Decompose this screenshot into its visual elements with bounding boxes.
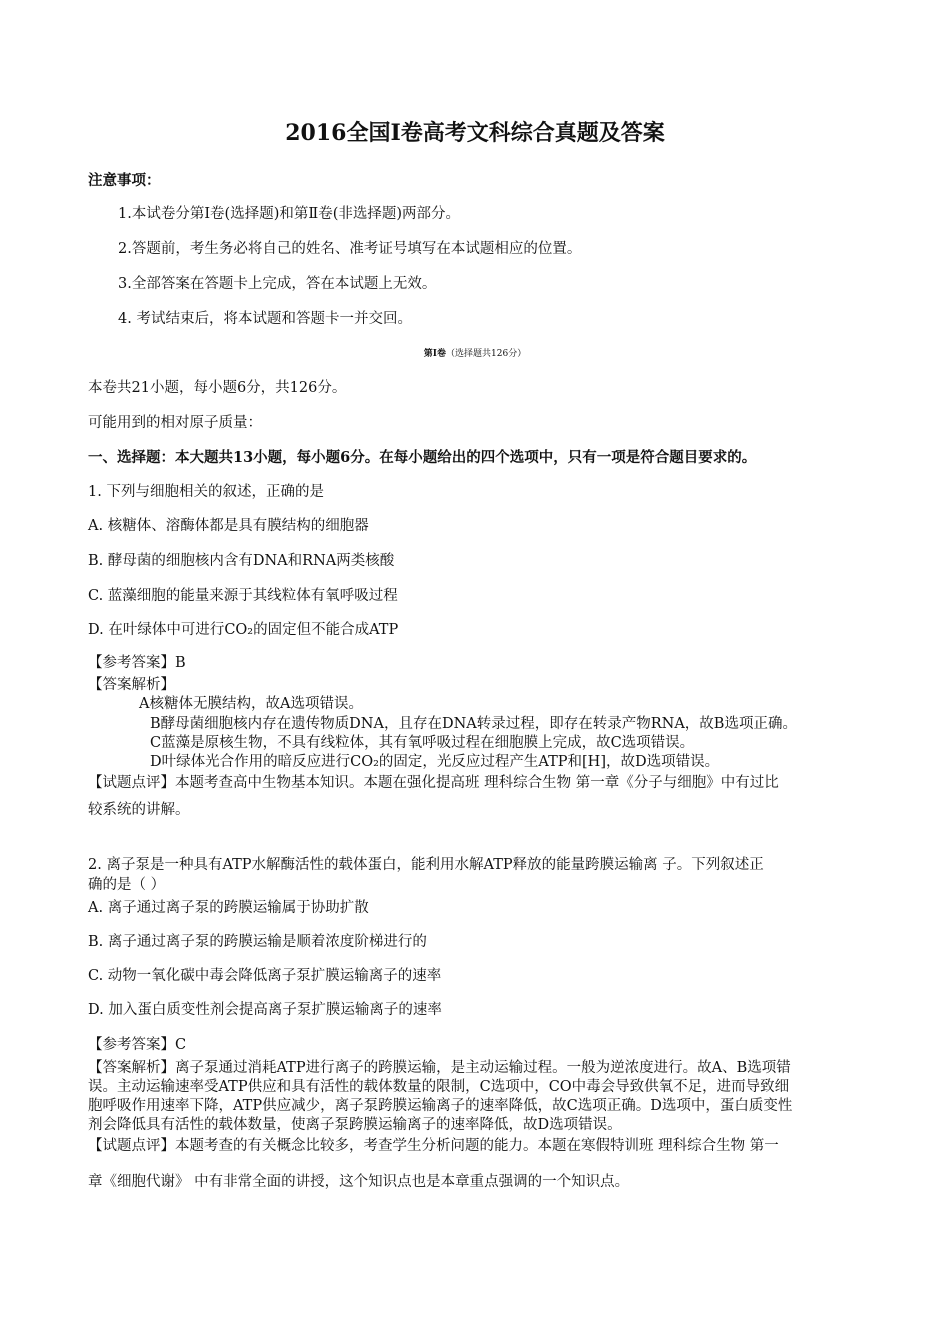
atomic-mass-line: 可能用到的相对原子质量： xyxy=(88,415,262,431)
q1-comment-line-1: 【试题点评】本题考查高中生物基本知识。本题在强化提高班 理科综合生物 第一章《分子与细胞》中有过比 xyxy=(88,775,779,791)
document-title: 2016全国Ⅰ卷高考文科综合真题及答案 xyxy=(285,120,665,146)
q2-analysis-line-4: 剂会降低具有活性的载体数量，使离子泵跨膜运输离子的速率降低，故D选项错误。 xyxy=(88,1117,622,1133)
q2-option-a: A. 离子通过离子泵的跨膜运输属于协助扩散 xyxy=(88,900,369,916)
q2-comment-line-1: 【试题点评】本题考查的有关概念比较多，考查学生分析问题的能力。本题在寒假特训班 理科综合生物 第一 xyxy=(88,1138,779,1154)
q2-analysis-line-2: 误。主动运输速率受ATP供应和具有活性的载体数量的限制，C选项中，CO中毒会导致供氧不足，进而导致细 xyxy=(88,1079,790,1095)
q2-option-b: B. 离子通过离子泵的跨膜运输是顺着浓度阶梯进行的 xyxy=(88,934,427,950)
q2-stem-line-1: 2. 离子泵是一种具有ATP水解酶活性的载体蛋白，能利用水解ATP释放的能量跨膜运输离 子。下列叙述正 xyxy=(88,857,764,873)
q2-analysis-line-3: 胞呼吸作用速率下降，ATP供应减少，离子泵跨膜运输离子的速率降低，故C选项正确。D选项中，蛋白质变性 xyxy=(88,1098,793,1114)
part1-heading-note: （选择题共126分） xyxy=(446,349,527,359)
q2-stem-line-2: 确的是（ ） xyxy=(88,877,166,893)
part1-heading-label: 第Ⅰ卷 xyxy=(423,349,447,359)
q1-option-a: A. 核糖体、溶酶体都是具有膜结构的细胞器 xyxy=(88,518,369,534)
q1-analysis-label: 【答案解析】 xyxy=(88,677,175,693)
q1-analysis-a: A核糖体无膜结构，故A选项错误。 xyxy=(139,696,363,712)
q1-stem: 1. 下列与细胞相关的叙述，正确的是 xyxy=(88,484,324,500)
q2-comment-line-2: 章《细胞代谢》 中有非常全面的讲授，这个知识点也是本章重点强调的一个知识点。 xyxy=(88,1174,630,1190)
q2-analysis-line-1: 【答案解析】离子泵通过消耗ATP进行离子的跨膜运输，是主动运输过程。一般为逆浓度进行。故A、B选项错 xyxy=(88,1060,791,1076)
q2-option-d: D. 加入蛋白质变性剂会提高离子泵扩膜运输离子的速率 xyxy=(88,1002,442,1018)
q1-option-b: B. 酵母菌的细胞核内含有DNA和RNA两类核酸 xyxy=(88,553,395,569)
q1-comment-line-2: 较系统的讲解。 xyxy=(88,802,190,818)
part1-intro: 本卷共21小题，每小题6分，共126分。 xyxy=(88,380,347,396)
q1-option-d: D. 在叶绿体中可进行CO₂的固定但不能合成ATP xyxy=(88,622,399,638)
q1-analysis-b: B酵母菌细胞核内存在遗传物质DNA，且存在DNA转录过程，即存在转录产物RNA，故B选项正确。 xyxy=(150,716,797,732)
notice-item-2: 2.答题前，考生务必将自己的姓名、准考证号填写在本试题相应的位置。 xyxy=(118,241,582,257)
q1-analysis-d: D叶绿体光合作用的暗反应进行CO₂的固定，光反应过程产生ATP和[H]，故D选项错误。 xyxy=(150,754,720,770)
q1-analysis-c: C蓝藻是原核生物，不具有线粒体，其有氧呼吸过程在细胞膜上完成，故C选项错误。 xyxy=(150,735,695,751)
notice-item-4: 4. 考试结束后，将本试题和答题卡一并交回。 xyxy=(118,311,412,327)
notice-heading: 注意事项： xyxy=(88,172,161,189)
q2-answer: 【参考答案】C xyxy=(88,1037,187,1053)
q2-option-c: C. 动物一氧化碳中毒会降低离子泵扩膜运输离子的速率 xyxy=(88,968,442,984)
part1-heading xyxy=(0,344,950,364)
q1-option-c: C. 蓝藻细胞的能量来源于其线粒体有氧呼吸过程 xyxy=(88,588,398,604)
notice-item-1: 1.本试卷分第Ⅰ卷(选择题)和第Ⅱ卷(非选择题)两部分。 xyxy=(118,206,461,222)
notice-item-3: 3.全部答案在答题卡上完成，答在本试题上无效。 xyxy=(118,276,437,292)
q1-answer: 【参考答案】B xyxy=(88,655,186,671)
section-heading: 一、选择题：本大题共13小题，每小题6分。在每小题给出的四个选项中，只有一项是符合题目要求的。 xyxy=(88,449,757,466)
